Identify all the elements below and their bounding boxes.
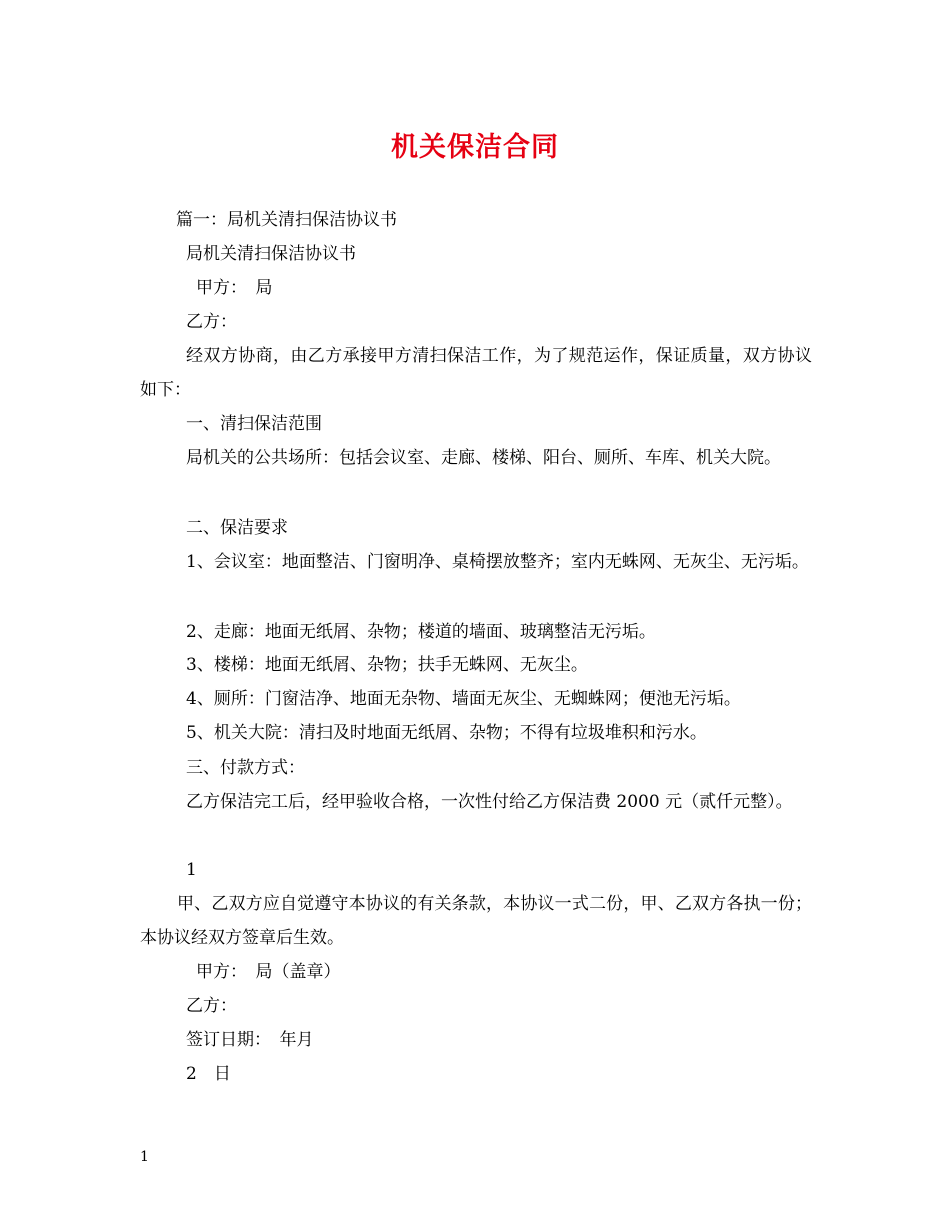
signing-date: 签订日期： 年月: [186, 1030, 314, 1050]
signature-party-a: 甲方： 局（盖章）: [196, 962, 341, 982]
clause-heading-payment: 三、付款方式：: [186, 758, 305, 778]
payment-paragraph: 乙方保洁完工后，经甲验收合格，一次性付给乙方保洁费 2000 元（贰仟元整）。: [186, 792, 793, 812]
terms-paragraph: 甲、乙双方应自觉遵守本协议的有关条款，本协议一式二份，甲、乙双方各执一份；本协议经双方签章后生效。: [140, 894, 812, 948]
requirement-item: 4、厕所：门窗洁净、地面无杂物、墙面无灰尘、无蜘蛛网；便池无污垢。: [186, 689, 741, 709]
clause-heading-scope: 一、清扫保洁范围: [186, 414, 322, 434]
intro-paragraph: 经双方协商，由乙方承接甲方清扫保洁工作，为了规范运作，保证质量，双方协议如下：: [140, 346, 812, 400]
scope-paragraph: 局机关的公共场所：包括会议室、走廊、楼梯、阳台、厕所、车库、机关大院。: [186, 448, 781, 468]
party-b: 乙方：: [186, 312, 237, 332]
party-a: 甲方： 局: [196, 278, 273, 298]
signature-party-b: 乙方：: [186, 996, 237, 1016]
page-number: 1: [140, 1149, 149, 1165]
requirement-item: 3、楼梯：地面无纸屑、杂物；扶手无蛛网、无灰尘。: [186, 655, 588, 675]
inline-page-marker: 1: [186, 860, 197, 880]
requirement-item: 5、机关大院：清扫及时地面无纸屑、杂物；不得有垃圾堆积和污水。: [186, 723, 707, 743]
agreement-title: 局机关清扫保洁协议书: [186, 244, 356, 264]
requirement-item: 1、会议室：地面整洁、门窗明净、桌椅摆放整齐；室内无蛛网、无灰尘、无污垢。: [186, 552, 809, 572]
signing-day: 2 日: [186, 1064, 231, 1084]
clause-heading-requirements: 二、保洁要求: [186, 518, 288, 538]
section-heading: 篇一：局机关清扫保洁协议书: [176, 210, 397, 230]
requirement-item: 2、走廊：地面无纸屑、杂物；楼道的墙面、玻璃整洁无污垢。: [186, 622, 656, 642]
page-title: 机关保洁合同: [391, 132, 559, 163]
